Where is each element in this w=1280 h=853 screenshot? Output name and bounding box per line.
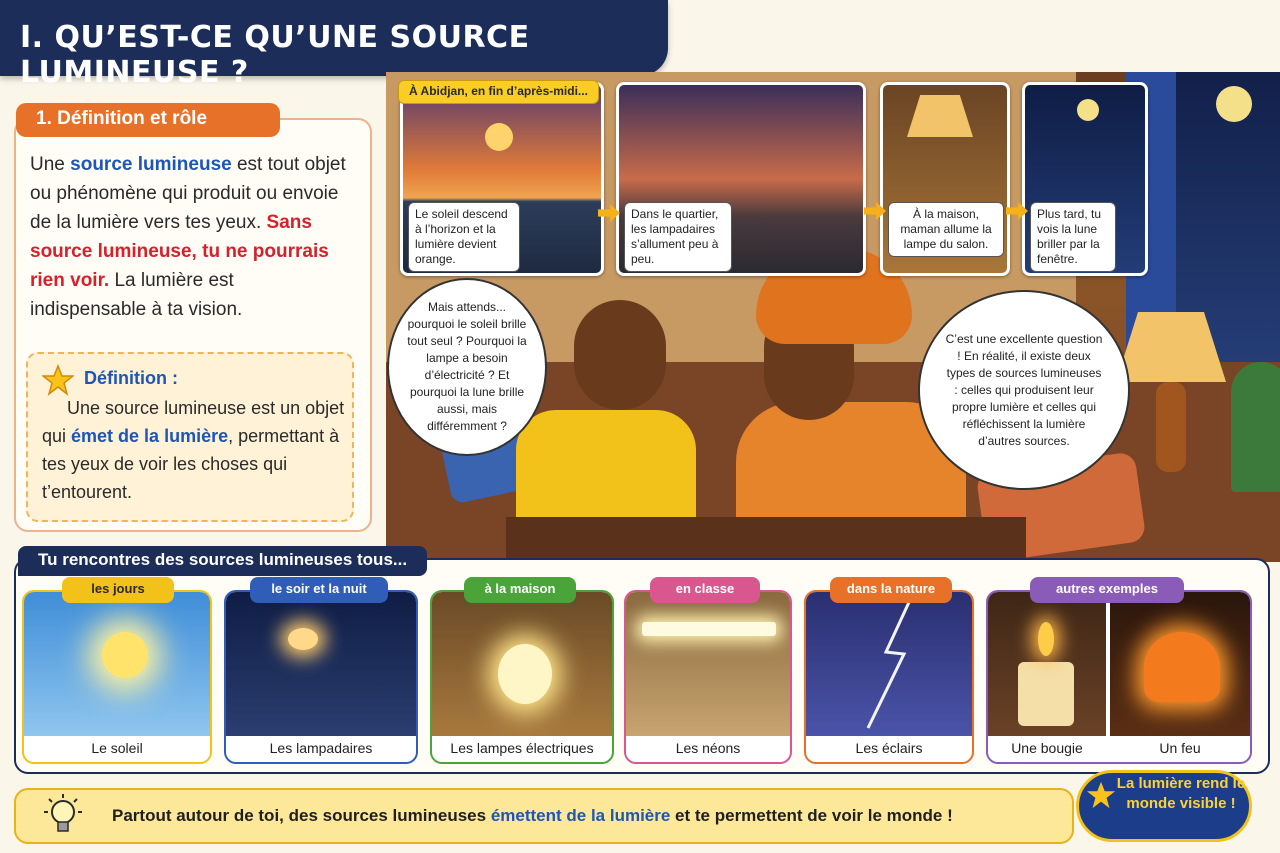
category-tag: le soir et la nuit xyxy=(250,577,388,603)
child-speech-text: Mais attends... pourquoi le soleil brille tout seul ? Pourquoi la lampe a besoin d’électricité ? Et pourquoi la lune brille aussi, mais différemment ? xyxy=(407,300,527,433)
example-card-lightning xyxy=(804,590,974,764)
warning-text: Sans source lumineuse, tu ne pourrais rien voir. xyxy=(30,212,329,291)
panel-lamp-shade xyxy=(907,95,973,137)
star-icon xyxy=(42,364,74,396)
story-tag: À Abidjan, en fin d’après-midi... xyxy=(398,80,599,104)
example-label: Une bougie xyxy=(1011,740,1083,756)
caption-3: À la maison, maman allume la lampe du salon. xyxy=(888,202,1004,257)
fire-flames xyxy=(1144,632,1220,702)
summary-highlight: émettent de la lumière xyxy=(490,806,671,825)
summary-text xyxy=(112,806,953,826)
example-card-other xyxy=(986,590,1252,764)
category-tag: autres exemples xyxy=(1030,577,1184,603)
panel-moon-disc xyxy=(1077,99,1099,121)
example-card-streetlights xyxy=(224,590,418,764)
intro-text-3: La lumière est indispensable à ta vision. xyxy=(30,270,243,320)
lamp-base xyxy=(1156,382,1186,472)
table xyxy=(506,517,1026,562)
example-label: Les lampes électriques xyxy=(450,740,594,756)
sun xyxy=(102,632,148,678)
candle xyxy=(1018,662,1074,726)
intro-text-1: Une xyxy=(30,154,71,175)
caption-2: Dans le quartier, les lampadaires s’allument peu à peu. xyxy=(624,202,732,272)
lightbulb-icon xyxy=(38,792,88,842)
intro-term: source lumineuse xyxy=(70,154,232,175)
plant xyxy=(1231,362,1280,492)
category-tag: à la maison xyxy=(464,577,576,603)
category-tag: dans la nature xyxy=(830,577,952,603)
moon xyxy=(1216,86,1252,122)
examples-title: Tu rencontres des sources lumineuses tous... xyxy=(18,546,427,576)
section-label: 1. Définition et rôle xyxy=(16,103,280,137)
example-label: Un feu xyxy=(1159,740,1201,756)
page-title: I. QU’EST-CE QU’UNE SOURCE LUMINEUSE ? xyxy=(20,20,530,90)
streetlight-glow xyxy=(288,628,318,650)
definition-paragraph xyxy=(30,150,350,324)
neon-image xyxy=(626,592,790,736)
example-label: Les néons xyxy=(675,740,741,756)
example-label: Les lampadaires xyxy=(269,740,373,756)
category-tag: les jours xyxy=(62,577,174,603)
streetlight-image xyxy=(226,592,416,736)
title-banner xyxy=(0,0,668,90)
sun-image xyxy=(24,592,210,736)
child-speech-bubble xyxy=(387,278,547,456)
definition-box-title: Définition : xyxy=(84,368,178,388)
lightning-bolt xyxy=(806,592,974,736)
summary-text-2: et te permettent de voir le monde ! xyxy=(670,806,953,825)
box-term: émet de la lumière xyxy=(71,426,229,446)
neon-tube xyxy=(642,622,776,636)
sun xyxy=(485,123,513,151)
candle-flame xyxy=(1038,622,1054,656)
motto-text: La lumière rend le monde visible ! xyxy=(1116,775,1246,812)
definition-box-text xyxy=(42,394,347,506)
example-label: Le soleil xyxy=(91,740,143,756)
summary-text-1: Partout autour de toi, des sources lumineuses xyxy=(112,806,491,825)
example-label: Les éclairs xyxy=(855,740,923,756)
category-tag: en classe xyxy=(650,577,760,603)
caption-1: Le soleil descend à l’horizon et la lumière devient orange. xyxy=(408,202,520,272)
box-text-2: , permettant à tes yeux de voir les choses qui t’entourent. xyxy=(42,426,340,502)
example-card-lamps xyxy=(430,590,614,764)
example-card-neons xyxy=(624,590,792,764)
bulb-image xyxy=(432,592,612,736)
light-bulb xyxy=(498,644,552,704)
mother-speech-bubble xyxy=(918,290,1130,490)
mother-speech-text: C’est une excellente question ! En réalité, il existe deux types de sources lumineuses : celles qui produisent leur propre lumière et celles qui réfléchissent la lumière d’autres sources. xyxy=(945,331,1103,448)
intro-text-2: est tout objet ou phénomène qui produit ou envoie de la lumière vers tes yeux. xyxy=(30,154,346,233)
example-card-sun xyxy=(22,590,212,764)
boy-head xyxy=(574,300,666,410)
fire-image xyxy=(1110,592,1250,736)
caption-4: Plus tard, tu vois la lune briller par la fenêtre. xyxy=(1030,202,1116,272)
candle-image xyxy=(988,592,1106,736)
lightning-image xyxy=(806,592,972,736)
box-text-1: Une source lumineuse est un objet qui xyxy=(42,398,345,446)
